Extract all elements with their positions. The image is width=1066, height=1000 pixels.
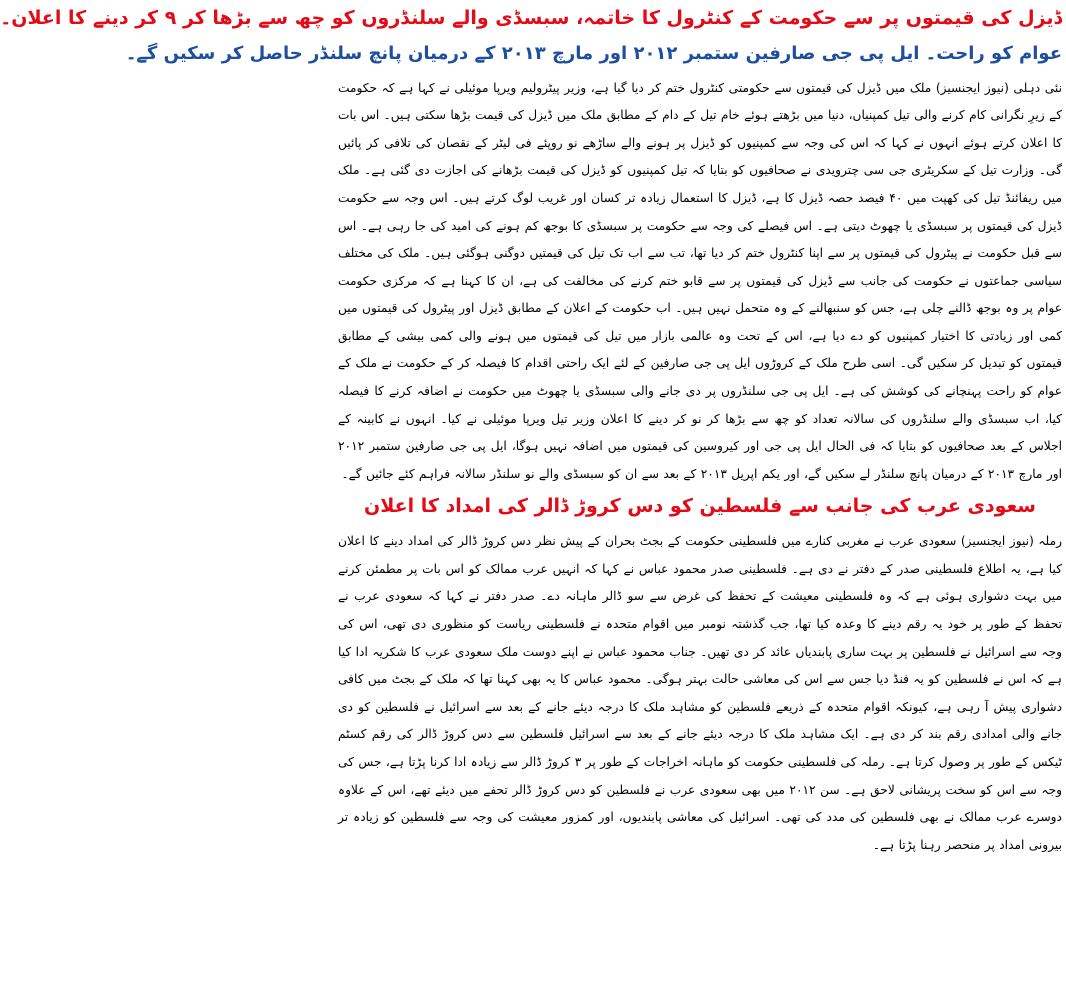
article1-subheadline: عوام کو راحت۔ ایل پی جی صارفین ستمبر ۲۰۱۲ اور مارچ ۲۰۱۳ کے درمیان پانچ سلنڈر حاصل کر سکیں گے۔: [125, 42, 1062, 64]
article2-body: رملہ (نیوز ایجنسیز) سعودی عرب نے مغربی کنارے میں فلسطینی حکومت کے بجٹ بحران کے پیش نظر دس کروڑ ڈالر کی امداد دینے کا اعلان کیا ہے، یہ اطلاع فلسطینی صدر کے دفتر نے دی ہے۔ فلسطینی صدر محمود عباس نے کہا کہ انہیں عرب ممالک کو اس بات پر مطمئن کرنے میں بہت دشواری ہوئی ہے کہ وہ فلسطینی معیشت کے تحفظ کی غرض سے سو ڈالر ماہانہ دے۔ صدر دفتر نے کہا کہ سعودی عرب نے تحفظ کے طور پر خود یہ رقم دینے کا وعدہ کیا تھا، جب گذشتہ نومبر میں اقوام متحدہ نے فلسطینی ریاست کو منظوری دی تھی، اس کی وجہ سے اسرائیل نے فلسطین پر بہت ساری پابندیاں عائد کر دی تھیں۔ جناب محمود عباس نے اپنے دوست ملک سعودی عرب کا شکریہ ادا کیا ہے کہ اس نے فلسطین کو یہ فنڈ دیا جس سے اس کی معاشی حالت بہتر ہوگی۔ محمود عباس کا یہ بھی کہنا تھا کہ ملک کے بجٹ میں کافی دشواری پیش آ رہی ہے، کیونکہ اقوام متحدہ کے ذریعے فلسطین کو مشاہد ملک کا درجہ دیئے جانے کے بعد سے اسرائیل نے فلسطین کو دی جانے والی امدادی رقم بند کر دی ہے۔ ایک مشاہد ملک کا درجہ دیئے جانے کے بعد سے اسرائیل فلسطین سے دس کروڑ ڈالر کی رقم کسٹم ٹیکس کے طور پر وصول کرتا ہے۔ رملہ کی فلسطینی حکومت کو ماہانہ اخراجات کے طور پر ۳ کروڑ ڈالر سے زیادہ ادا کرنا پڑتا ہے، جس کی وجہ سے اس کو سخت پریشانی لاحق ہے۔ سن ۲۰۱۲ میں بھی سعودی عرب نے فلسطین کو دس کروڑ ڈالر تحفے میں دیئے تھے، اس کے علاوہ دوسرے عرب ممالک نے بھی فلسطین کی مدد کی تھی۔ اسرائیل کی معاشی پابندیوں، اور کمزور معیشت کی وجہ سے فلسطین کو زیادہ تر بیرونی امداد پر منحصر رہنا پڑتا ہے۔: [338, 534, 1062, 852]
article2-headline: سعودی عرب کی جانب سے فلسطین کو دس کروڑ ڈالر کی امداد کا اعلان: [363, 495, 1036, 518]
article1-headline: ڈیزل کی قیمتوں پر سے حکومت کے کنٹرول کا خاتمہ، سبسڈی والے سلنڈروں کو چھ سے بڑھا کر ۹ کر دینے کا اعلان۔: [0, 7, 1062, 29]
article1-body: نئی دہلی (نیوز ایجنسیز) ملک میں ڈیزل کی قیمتوں سے حکومتی کنٹرول ختم کر دیا گیا ہے، وزیر پیٹرولیم ویرپا موئیلی نے کہا ہے کہ حکومت کے زیرِ نگرانی کام کرنے والی تیل کمپنیاں، دنیا میں بڑھتے ہوئے خام تیل کے دام کے مطابق ملک میں ڈیزل کی قیمت بڑھا سکتی ہیں۔ اس بات کا اعلان کرتے ہوئے انہوں نے کہا کہ اس کی وجہ سے کمپنیوں کو ڈیزل پر ہونے والے ساڑھے نو روپئے فی لیٹر کے نقصان کی تلافی کر پائیں گی۔ وزارت تیل کے سکریٹری جی سی چترویدی نے صحافیوں کو بتایا کہ تیل کمپنیوں کو ڈیزل کی قیمت بڑھانے کی اجازت دی گئی ہے۔ ملک میں ریفائنڈ تیل کی کھپت میں ۴۰ فیصد حصہ ڈیزل کا ہے، ڈیزل کا استعمال زیادہ تر کسان اور غریب لوگ کرتے ہیں۔ اس وجہ سے حکومت ڈیزل کی قیمتوں پر سبسڈی یا چھوٹ دیتی ہے۔ اس فیصلے کی وجہ سے حکومت پر سبسڈی کا بوجھ کم ہونے کی امید کی جا رہی ہے۔ اس سے قبل حکومت نے پیٹرول کی قیمتوں پر سے اپنا کنٹرول ختم کر دیا تھا، تب سے اب تک تیل کی قیمتیں دوگنی ہوگئی ہیں۔ ملک کی مختلف سیاسی جماعتوں نے حکومت کی جانب سے ڈیزل کی قیمتوں پر سے قابو ختم کرنے کی مخالفت کی ہے، ان کا کہنا ہے کہ مرکزی حکومت عوام پر وہ بوجھ ڈالنے چلی ہے، جس کو سنبھالنے کے وہ متحمل نہیں ہیں۔ اب حکومت کے اعلان کے مطابق ڈیزل اور پیٹرول کی قیمتوں میں کمی اور زیادتی کا اختیار کمپنیوں کو دے دیا ہے، اس کے تحت وہ عالمی بازار میں تیل کی قیمتوں میں ہونے والی کمی بیشی کے مطابق قیمتوں کو تبدیل کر سکیں گی۔ اسی طرح ملک کے کروڑوں ایل پی جی صارفین کے لئے ایک راحتی اقدام کا فیصلہ کر کے حکومت نے ملک کے عوام کو راحت پہنچانے کی کوشش کی ہے۔ ایل پی جی سلنڈروں پر دی جانے والی سبسڈی یا چھوٹ میں حکومت نے اضافہ کرنے کا فیصلہ کیا، اب سبسڈی والے سلنڈروں کی سالانہ تعداد کو چھ سے بڑھا کر نو کر دینے کا اعلان وزیر تیل ویرپا موئیلی نے کیا۔ انہوں نے کابینہ کے اجلاس کے بعد صحافیوں کو بتایا کہ فی الحال ایل پی جی اور کیروسین کی قیمتوں میں اضافہ نہیں ہوگا، ایل پی جی صارفین ستمبر ۲۰۱۲ اور مارچ ۲۰۱۳ کے درمیان پانچ سلنڈر لے سکیں گے، اور یکم اپریل ۲۰۱۳ کے بعد سے ان کو سبسڈی والے نو سلنڈر سالانہ فراہم کئے جائیں گے۔: [338, 80, 1062, 481]
